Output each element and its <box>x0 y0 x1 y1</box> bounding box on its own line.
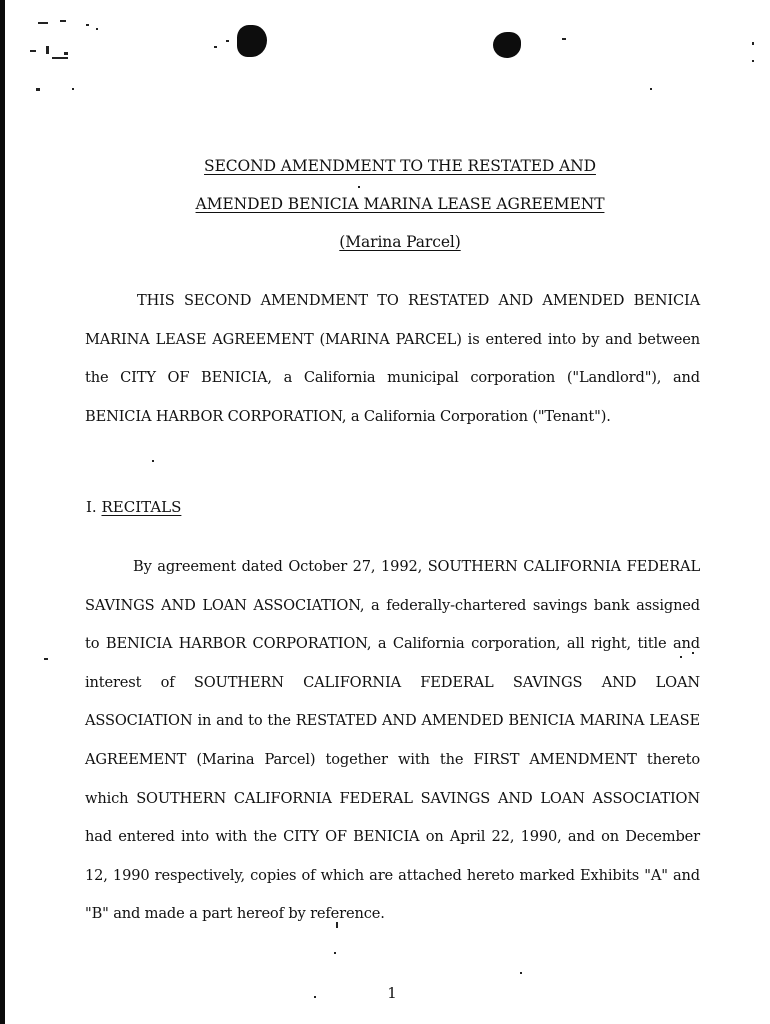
recitals-paragraph: By agreement dated October 27, 1992, SOUTHERN CALIFORNIA FEDERAL SAVINGS AND LOAN ASSOCIATION, a federally-chartered savings bank assigned to BENICIA HARBOR CORPORATION, a California corporation, all right, title and interest of SOUTHERN CALIFORNIA FEDERAL SAVINGS AND LOAN ASSOCIATION in and to the RESTATED AND AMENDED BENICIA MARINA LEASE AGREEMENT (Marina Parcel) together with the FIRST AMENDMENT thereto which SOUTHERN CALIFORNIA FEDERAL SAVINGS AND LOAN ASSOCIATION had entered into with the CITY OF BENICIA on April 22, 1990, and on December 12, 1990 respectively, copies of which are attached hereto marked Exhibits "A" and "B" and made a part hereof by reference. <box>85 558 700 923</box>
page-number: 1 <box>387 984 397 1002</box>
intro-paragraph: THIS SECOND AMENDMENT TO RESTATED AND AMENDED BENICIA MARINA LEASE AGREEMENT (MARINA PARCEL) is entered into by and between the CITY OF BENICIA, a California municipal corporation ("Landlord"), and BENICIA HARBOR CORPORATION, a California Corporation ("Tenant"). <box>85 292 700 425</box>
section-number: I. <box>86 498 97 516</box>
document-title-line-2: AMENDED BENICIA MARINA LEASE AGREEMENT <box>195 195 605 213</box>
document-title-line-1: SECOND AMENDMENT TO THE RESTATED AND <box>204 157 596 175</box>
section-heading <box>86 498 181 516</box>
document-subtitle: (Marina Parcel) <box>339 233 461 251</box>
section-heading-text: RECITALS <box>101 498 182 516</box>
